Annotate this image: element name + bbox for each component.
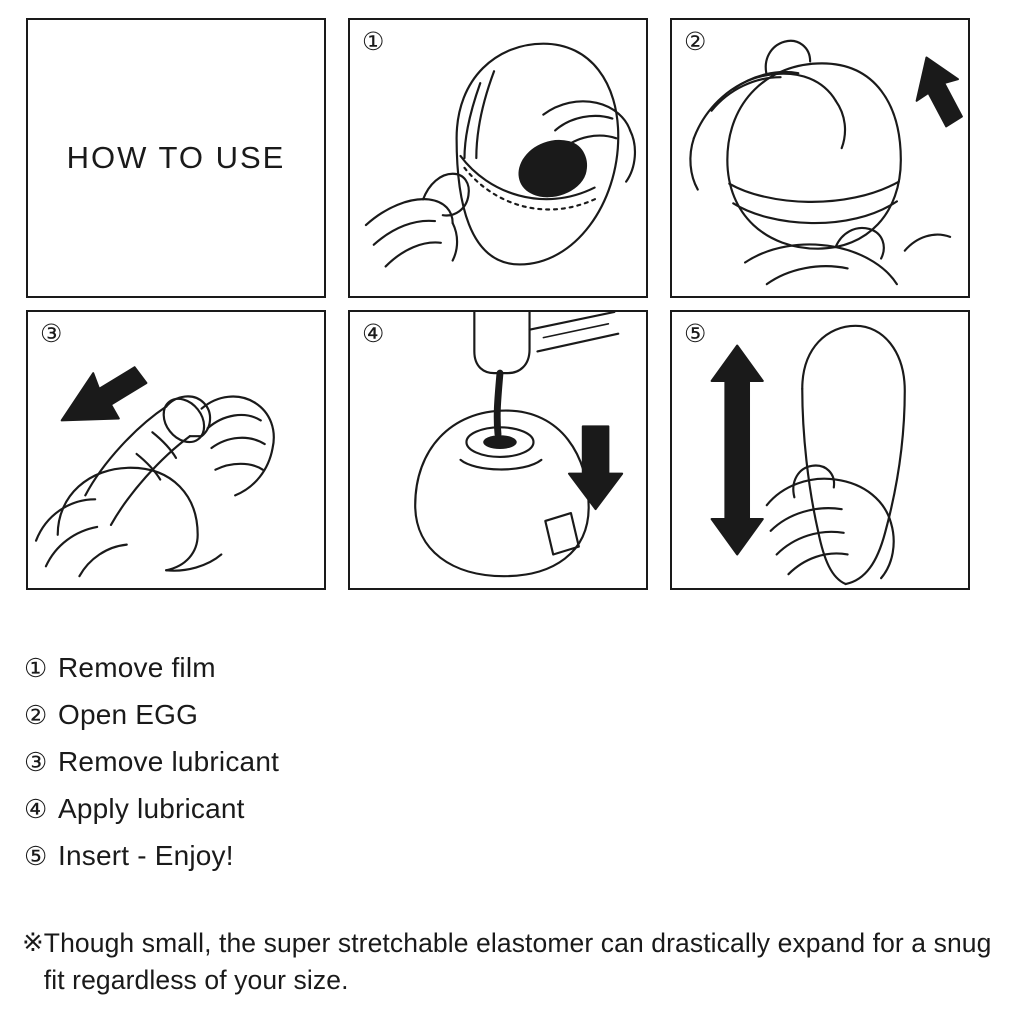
list-item: [24, 650, 984, 685]
step-label: Remove lubricant: [58, 746, 280, 777]
step-label: Remove film: [58, 652, 216, 683]
panel-number: ④: [362, 320, 385, 348]
step-label: Insert - Enjoy!: [58, 840, 234, 871]
step-label: Apply lubricant: [58, 793, 245, 824]
footnote: [22, 925, 997, 998]
illustration-remove-film: [350, 20, 646, 296]
step-number: ①: [24, 653, 48, 683]
panel-step-2: [670, 18, 970, 298]
panel-number: ⑤: [684, 320, 707, 348]
illustration-open-egg: [672, 20, 968, 296]
illustration-apply-lubricant: [350, 312, 646, 588]
list-item: [24, 744, 984, 779]
reference-mark-icon: ※: [22, 927, 44, 957]
step-number: ④: [24, 794, 48, 824]
panel-step-5: [670, 310, 970, 590]
illustration-insert-enjoy: [672, 312, 968, 588]
panel-number: ③: [40, 320, 63, 348]
panel-number: ①: [362, 28, 385, 56]
list-item: [24, 838, 984, 873]
page-title: HOW TO USE: [66, 140, 286, 175]
step-label: Open EGG: [58, 699, 199, 730]
list-item: [24, 791, 984, 826]
panel-grid: [26, 18, 998, 590]
panel-step-3: [26, 310, 326, 590]
footnote-text: Though small, the super stretchable elastomer can drastically expand for a snug fit regardless of your size.: [43, 928, 992, 995]
steps-list: [24, 650, 984, 885]
step-number: ②: [24, 700, 48, 730]
panel-title: [26, 18, 326, 298]
list-item: [24, 697, 984, 732]
panel-step-4: [348, 310, 648, 590]
panel-step-1: [348, 18, 648, 298]
illustration-remove-lubricant: [28, 312, 324, 588]
step-number: ③: [24, 747, 48, 777]
step-number: ⑤: [24, 841, 48, 871]
panel-number: ②: [684, 28, 707, 56]
